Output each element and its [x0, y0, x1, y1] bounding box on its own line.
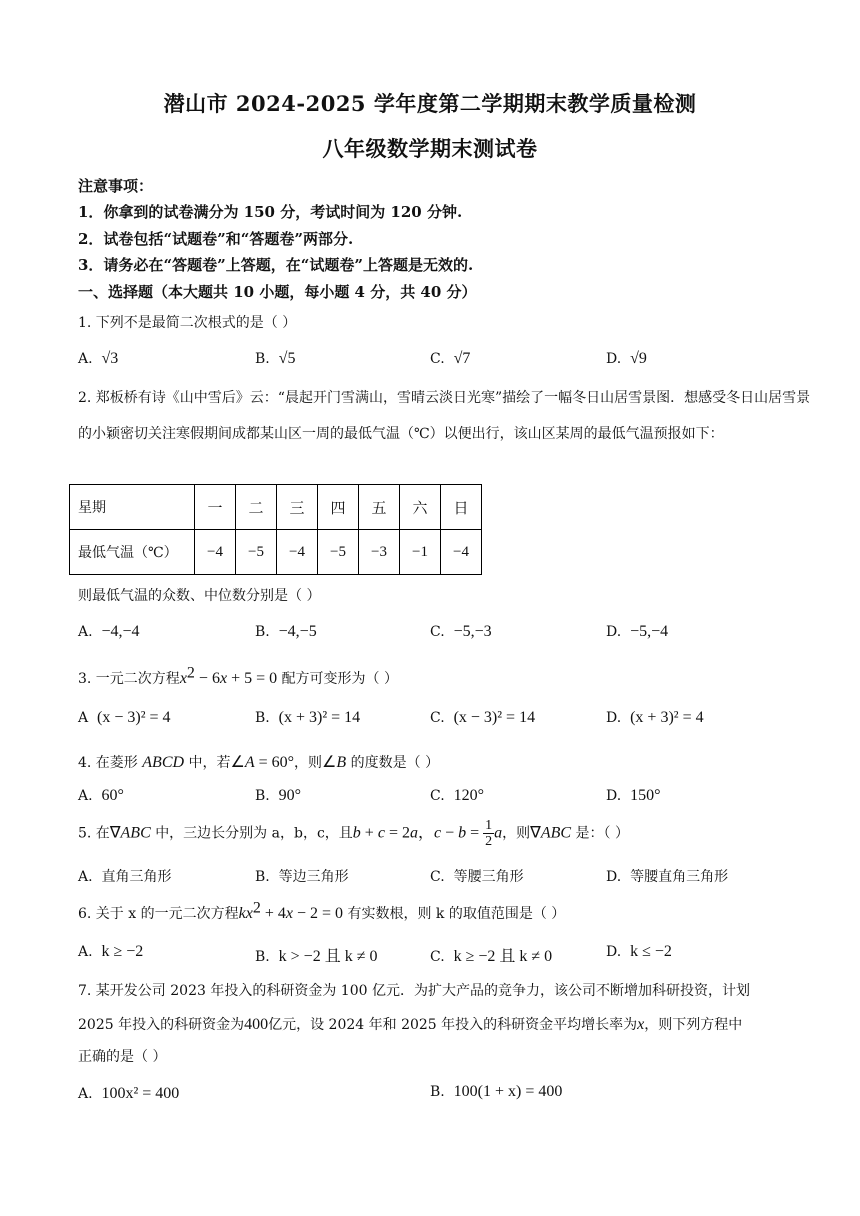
- table-cell: 二: [236, 485, 277, 530]
- table-cell: −5: [236, 530, 277, 575]
- q2-option-d: D. −5,−4: [606, 623, 669, 640]
- note-item: 2．试卷包括“试题卷”和“答题卷”两部分.: [78, 230, 354, 248]
- table-cell: −4: [195, 530, 236, 575]
- table-row: [70, 530, 482, 575]
- q3-option-b: B. (x + 3)² = 14: [255, 709, 361, 726]
- q1-option-c: C. √7: [430, 350, 471, 367]
- question-7-line2: 2025 年投入的科研资金为400亿元，设 2024 年和 2025 年投入的科研资金平均增长率为x，则下列方程中: [78, 1016, 743, 1033]
- table-cell: −1: [400, 530, 441, 575]
- question-4-stem: 4. 在菱形 ABCD 中，若∠A = 60°，则∠B 的度数是（ ）: [78, 754, 440, 771]
- table-cell: 三: [277, 485, 318, 530]
- page-subtitle: 八年级数学期末测试卷: [322, 136, 538, 161]
- table-cell: −3: [359, 530, 400, 575]
- table-cell: −4: [441, 530, 482, 575]
- note-item: 1．你拿到的试卷满分为 150 分，考试时间为 120 分钟.: [78, 203, 463, 221]
- q6-option-a: A. k ≥ −2: [78, 943, 144, 960]
- q3-option-c: C. (x − 3)² = 14: [430, 709, 536, 726]
- q1-option-a: A. √3: [78, 350, 119, 367]
- question-7-line1: 7. 某开发公司 2023 年投入的科研资金为 100 亿元．为扩大产品的竞争力，该公司不断增加科研投资，计划: [78, 983, 750, 999]
- question-7-line3: 正确的是（ ）: [78, 1049, 167, 1065]
- q6-option-d: D. k ≤ −2: [606, 943, 672, 960]
- q6-option-c: C. k ≥ −2 且 k ≠ 0: [430, 948, 553, 965]
- section-heading: 一、选择题（本大题共 10 小题，每小题 4 分，共 40 分）: [78, 283, 477, 301]
- table-cell: 五: [359, 485, 400, 530]
- q5-option-d: D. 等腰直角三角形: [606, 869, 729, 885]
- question-5-stem: 5. 在∇ABC 中，三边长分别为 a，b，c，且b + c = 2a，c − b = $\frac{1}{2}$ a，则∇ABC 是：（ ）: [78, 818, 629, 849]
- table-header-temperature: 最低气温（℃）: [70, 530, 195, 575]
- q2-option-c: C. −5,−3: [430, 623, 492, 640]
- q4-option-c: C. 120°: [430, 787, 484, 804]
- table-cell: 四: [318, 485, 359, 530]
- question-2-question: 则最低气温的众数、中位数分别是（ ）: [78, 588, 321, 604]
- note-item: 3．请务必在“答题卷”上答题，在“试题卷”上答题是无效的.: [78, 256, 474, 274]
- table-cell: 一: [195, 485, 236, 530]
- table-cell: 六: [400, 485, 441, 530]
- table-cell: 日: [441, 485, 482, 530]
- q2-option-a: A. −4,−4: [78, 623, 140, 640]
- temperature-table: [69, 484, 482, 575]
- table-cell: −4: [277, 530, 318, 575]
- question-2-stem: 2. 郑板桥有诗《山中雪后》云：“晨起开门雪满山，雪晴云淡日光寒”描绘了一幅冬日山居雪景图．想感受冬日山居雪景的小颖密切关注寒假期间成都某山区一周的最低气温（℃）以便出行，该山区某周的最低气温预报如下：: [78, 390, 811, 442]
- q6-option-b: B. k > −2 且 k ≠ 0: [255, 948, 378, 965]
- notes-heading: 注意事项：: [78, 177, 154, 195]
- q5-option-a: A. 直角三角形: [78, 869, 172, 885]
- q7-option-a: A. 100x² = 400: [78, 1085, 180, 1102]
- q7-option-b: B. 100(1 + x) = 400: [430, 1083, 563, 1100]
- question-1-stem: 1. 下列不是最简二次根式的是（ ）: [78, 315, 297, 331]
- question-6-stem: 6. 关于 x 的一元二次方程$kx^2 + 4x - 2 = 0$ 有实数根，则 k 的取值范围是（ ）: [78, 899, 566, 922]
- q1-option-b: B. √5: [255, 350, 296, 367]
- page-title: 潜山市 2024-2025 学年度第二学期期末教学质量检测: [163, 91, 697, 116]
- table-header-weekday: 星期: [70, 485, 195, 530]
- q4-option-a: A. 60°: [78, 787, 124, 804]
- q1-option-d: D. √9: [606, 350, 647, 367]
- q5-option-b: B. 等边三角形: [255, 869, 349, 885]
- q3-option-a: A (x − 3)² = 4: [78, 709, 171, 726]
- q5-option-c: C. 等腰三角形: [430, 869, 524, 885]
- table-cell: −5: [318, 530, 359, 575]
- table-row: [70, 485, 482, 530]
- q4-option-b: B. 90°: [255, 787, 302, 804]
- q4-option-d: D. 150°: [606, 787, 661, 804]
- q2-option-b: B. −4,−5: [255, 623, 317, 640]
- question-3-stem: 3. 一元二次方程$x^2 - 6x + 5 = 0$ 配方可变形为（ ）: [78, 664, 399, 687]
- q3-option-d: D. (x + 3)² = 4: [606, 709, 704, 726]
